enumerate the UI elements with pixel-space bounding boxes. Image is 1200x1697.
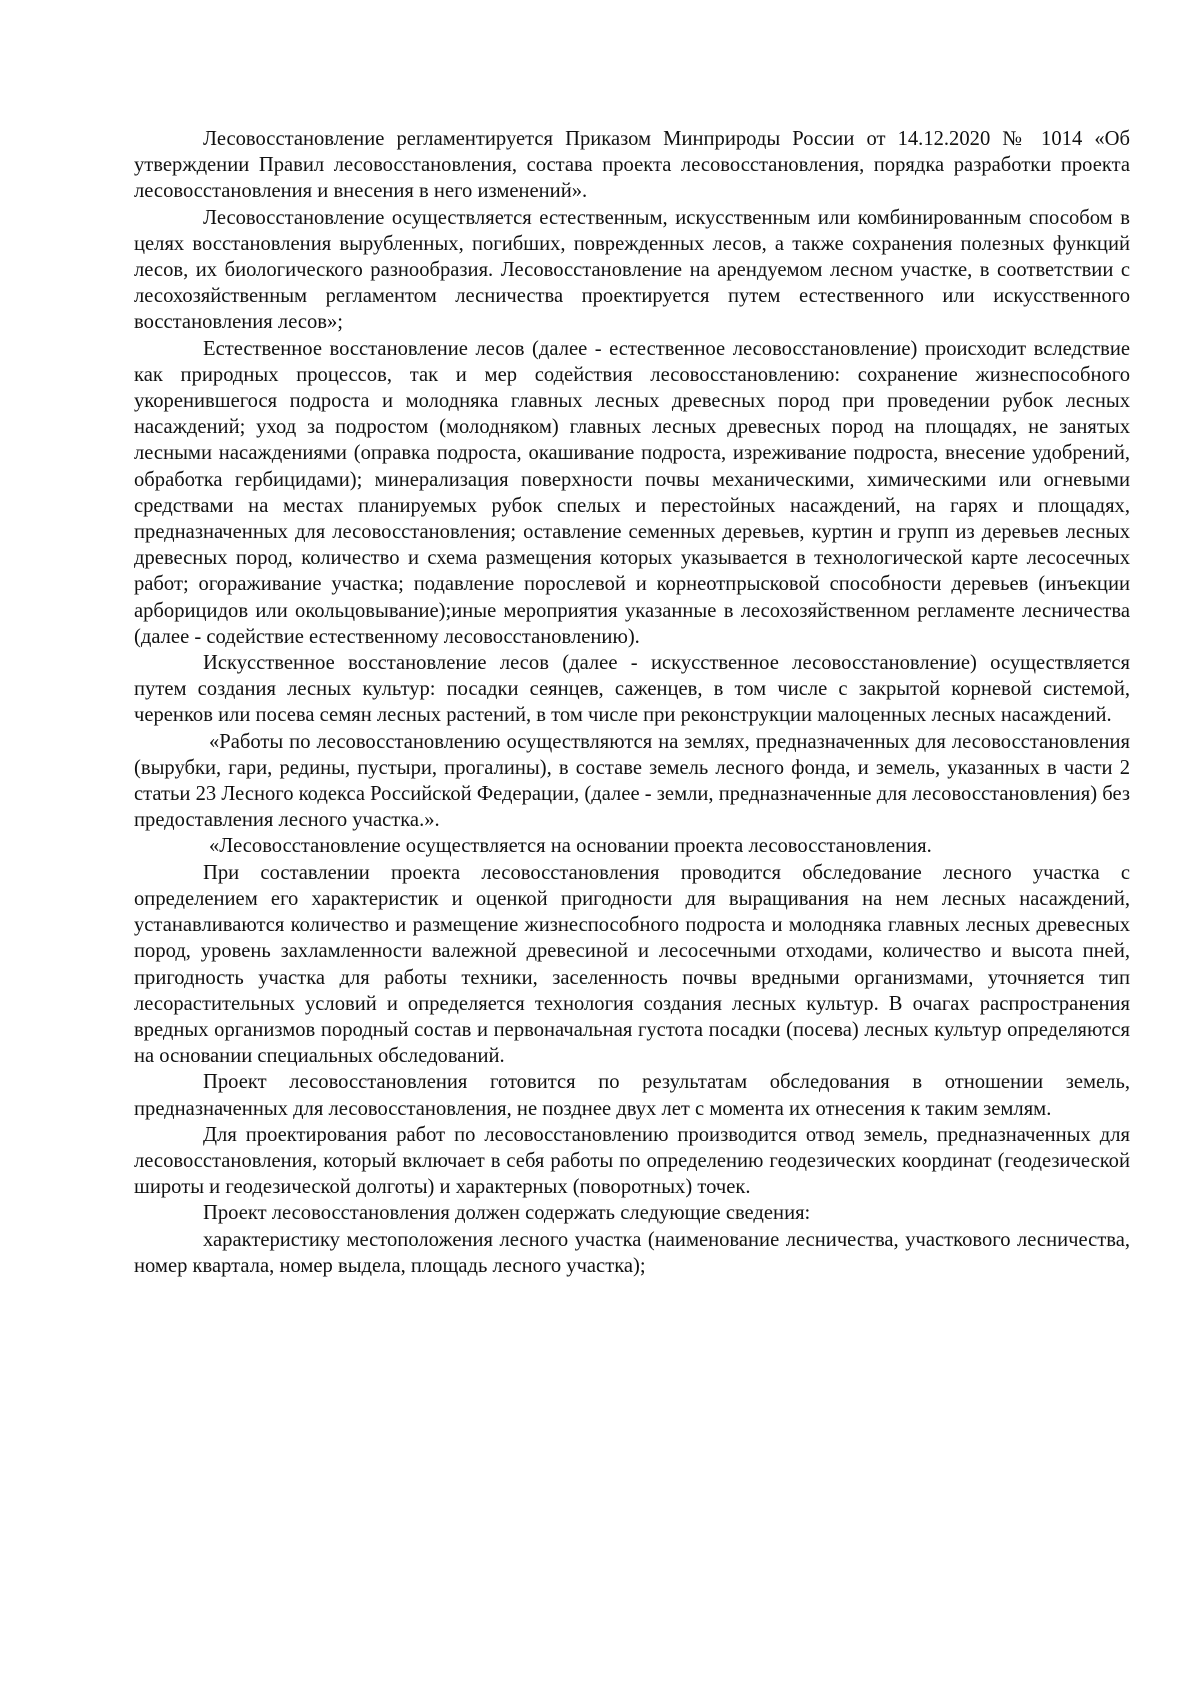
paragraph-project-preparation: Проект лесовосстановления готовится по результатам обследования в отношении земель, предназначенных для лесовосстановления, не позднее двух лет с момента их отнесения к таким землям.: [134, 1071, 1130, 1120]
paragraph-work-lands: «Работы по лесовосстановлению осуществляются на землях, предназначенных для лесовосстановления (вырубки, гари, редины, пустыри, прогалины), в составе земель лесного фонда, и земель, указанных в части 2 статьи 23 Лесного кодекса Российской Федерации, (далее - земли, предназначенные для лесовосстановления) без предоставления лесного участка.».: [134, 730, 1130, 832]
paragraph-project-basis: «Лесовосстановление осуществляется на основании проекта лесовосстановления.: [209, 835, 932, 858]
paragraph-land-allocation: Для проектирования работ по лесовосстановлению производится отвод земель, предназначенных для лесовосстановления, который включает в себя работы по определению геодезических координат (геодезической широты и геодезической долготы) и характерных (поворотных) точек.: [134, 1123, 1130, 1199]
paragraph-methods: Лесовосстановление осуществляется естественным, искусственным или комбинированным способом в целях восстановления вырубленных, погибших, поврежденных лесов, а также сохранения полезных функций лесов, их биологического разнообразия. Лесовосстановление на арендуемом лесном участке, в соответствии с лесохозяйственным регламентом лесничества проектируется путем естественного или искусственного восстановления лесов»;: [134, 206, 1130, 334]
document-page: [134, 126, 1130, 1279]
paragraph-location-characteristics: характеристику местоположения лесного участка (наименование лесничества, участкового лесничества, номер квартала, номер выдела, площадь лесного участка);: [134, 1228, 1130, 1277]
paragraph-project-contents: Проект лесовосстановления должен содержать следующие сведения:: [203, 1202, 811, 1225]
paragraph-regulation: Лесовосстановление регламентируется Приказом Минприроды России от 14.12.2020 № 1014 «Об утверждении Правил лесовосстановления, состава проекта лесовосстановления, порядка разработки проекта лесовосстановления и внесения в него изменений».: [134, 128, 1130, 203]
paragraph-artificial-restoration: Искусственное восстановление лесов (далее - искусственное лесовосстановление) осуществляется путем создания лесных культур: посадки сеянцев, саженцев, в том числе с закрытой корневой системой, черенков или посева семян лесных растений, в том числе при реконструкции малоценных лесных насаждений.: [134, 652, 1130, 727]
paragraph-survey: При составлении проекта лесовосстановления проводится обследование лесного участка с определением его характеристик и оценкой пригодности для выращивания на нем лесных насаждений, устанавливаются количество и размещение жизнеспособного подроста и молодняка главных лесных древесных пород, уровень захламленности валежной древесиной и лесосечными отходами, количество и высота пней, пригодность участка для работы техники, заселенность почвы вредными организмами, уточняется тип лесорастительных условий и определяется технология создания лесных культур. В очагах распространения вредных организмов породный состав и первоначальная густота посадки (посева) лесных культур определяются на основании специальных обследований.: [134, 861, 1130, 1068]
paragraph-natural-restoration: Естественное восстановление лесов (далее - естественное лесовосстановление) происходит вследствие как природных процессов, так и мер содействия лесовосстановлению: сохранение жизнеспособного укоренившегося подроста и молодняка главных лесных древесных пород при проведении рубок лесных насаждений; уход за подростом (молодняком) главных лесных древесных пород на площадях, не занятых лесными насаждениями (оправка подроста, окашивание подроста, изреживание подроста, внесение удобрений, обработка гербицидами); минерализация поверхности почвы механическими, химическими или огневыми средствами на местах планируемых рубок спелых и перестойных насаждений, на гарях и площадях, предназначенных для лесовосстановления; оставление семенных деревьев, куртин и групп из деревьев лесных древесных пород, количество и схема размещения которых указывается в технологической карте лесосечных работ; огораживание участка; подавление порослевой и корнеотпрысковой способности деревьев (инъекции арборицидов или окольцовывание);иные мероприятия указанные в лесохозяйственном регламенте лесничества (далее - содействие естественному лесовосстановлению).: [134, 337, 1130, 648]
